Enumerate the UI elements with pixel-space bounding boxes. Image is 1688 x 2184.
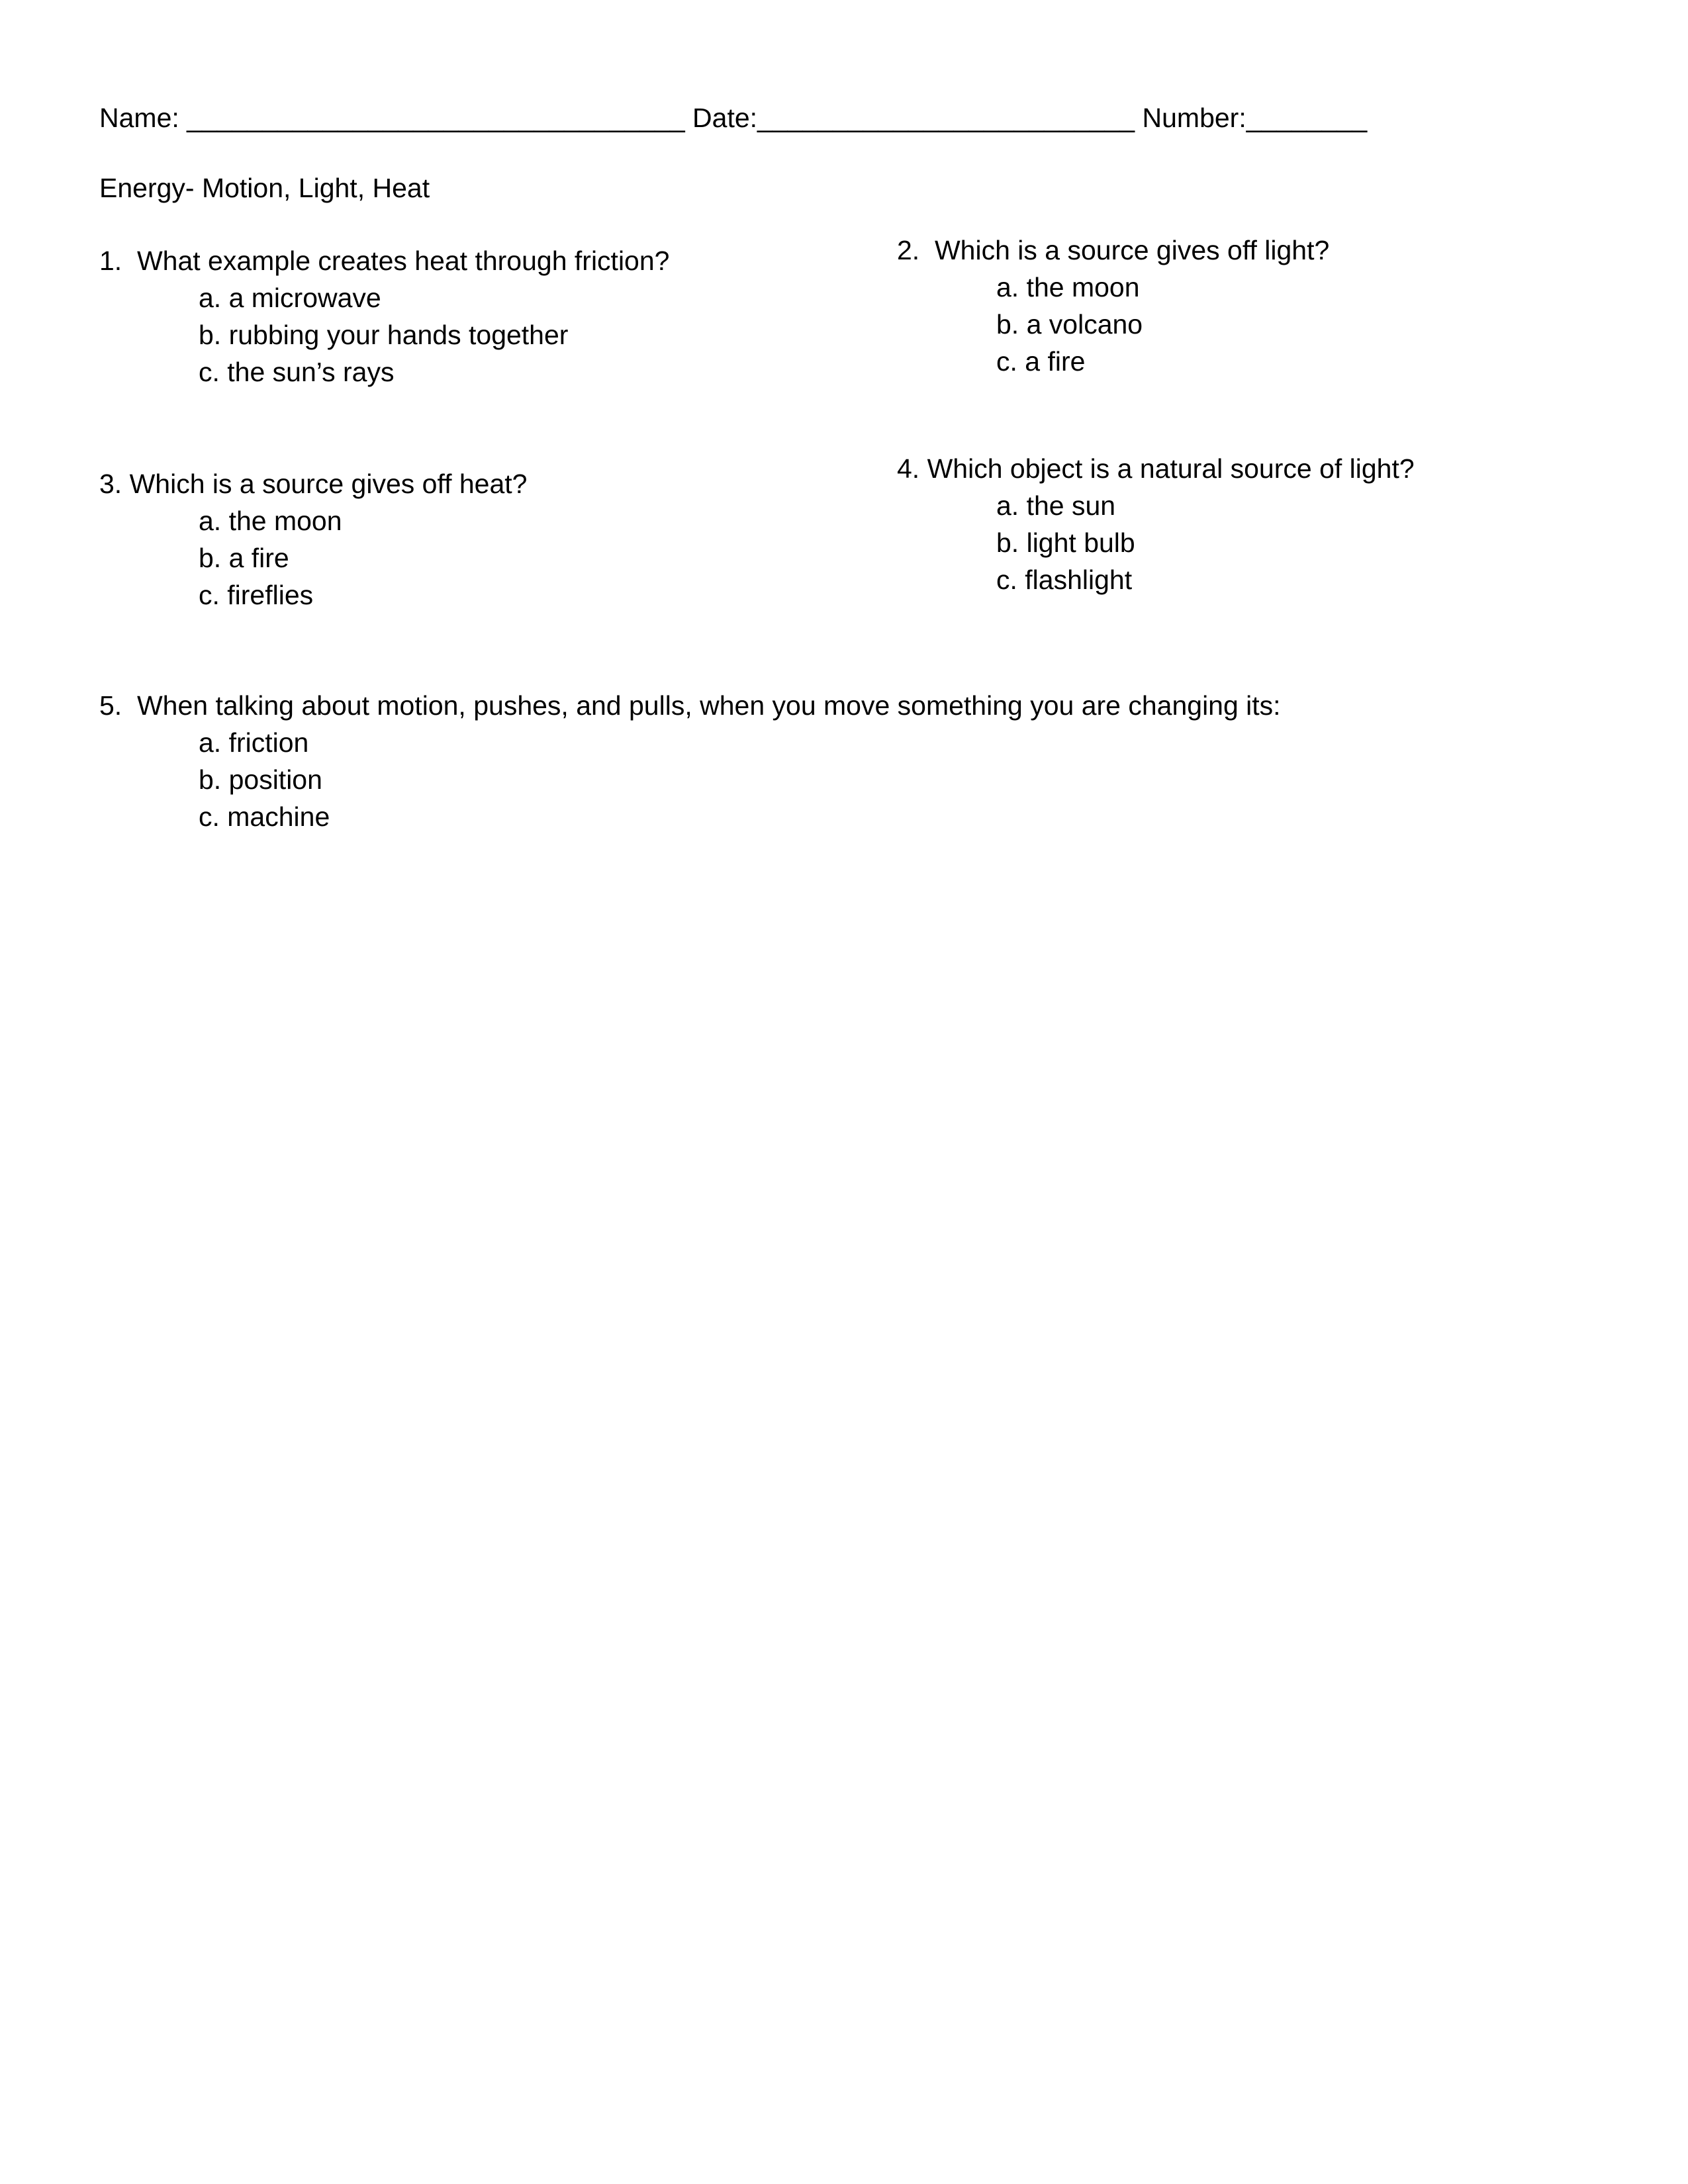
question-2-options [897, 269, 1329, 380]
question-1-option-b: b. rubbing your hands together [199, 320, 569, 350]
question-3-option-b: b. a fire [199, 543, 289, 573]
question-4-option-b: b. light bulb [996, 527, 1135, 558]
question-2-option-c: c. a fire [996, 346, 1086, 377]
worksheet-title: Energy- Motion, Light, Heat [99, 173, 430, 203]
question-1-option-c: c. the sun’s rays [199, 357, 395, 387]
question-4-option-c: c. flashlight [996, 565, 1133, 595]
name-field[interactable]: Name: _________________________________ [99, 103, 685, 133]
date-field[interactable]: Date:_________________________ [692, 103, 1135, 133]
question-3-option-c: c. fireflies [199, 580, 314, 610]
question-5-stem: 5. When talking about motion, pushes, and pulls, when you move something you are changing its: [99, 690, 1281, 721]
question-4 [897, 450, 1415, 598]
question-5-option-a: a. friction [199, 727, 309, 758]
question-5-option-b: b. position [199, 764, 322, 795]
question-5-option-c: c. machine [199, 801, 330, 832]
question-2-stem: 2. Which is a source gives off light? [897, 235, 1330, 265]
question-3-stem: 3. Which is a source gives off heat? [99, 469, 528, 499]
question-2 [897, 232, 1329, 380]
question-3 [99, 465, 527, 614]
question-4-stem: 4. Which object is a natural source of light? [897, 453, 1415, 484]
question-3-options [99, 502, 527, 614]
question-2-option-b: b. a volcano [996, 309, 1143, 340]
question-2-option-a: a. the moon [996, 272, 1140, 302]
header-fields [99, 99, 1367, 136]
number-field[interactable]: Number:________ [1142, 103, 1368, 133]
question-1-options [99, 279, 669, 390]
question-5 [99, 687, 1281, 835]
question-1-stem: 1. What example creates heat through friction? [99, 246, 670, 276]
question-3-option-a: a. the moon [199, 506, 342, 536]
question-1 [99, 242, 669, 390]
question-4-option-a: a. the sun [996, 490, 1116, 521]
question-1-option-a: a. a microwave [199, 283, 381, 313]
question-5-options [99, 724, 1281, 835]
question-4-options [897, 487, 1415, 598]
